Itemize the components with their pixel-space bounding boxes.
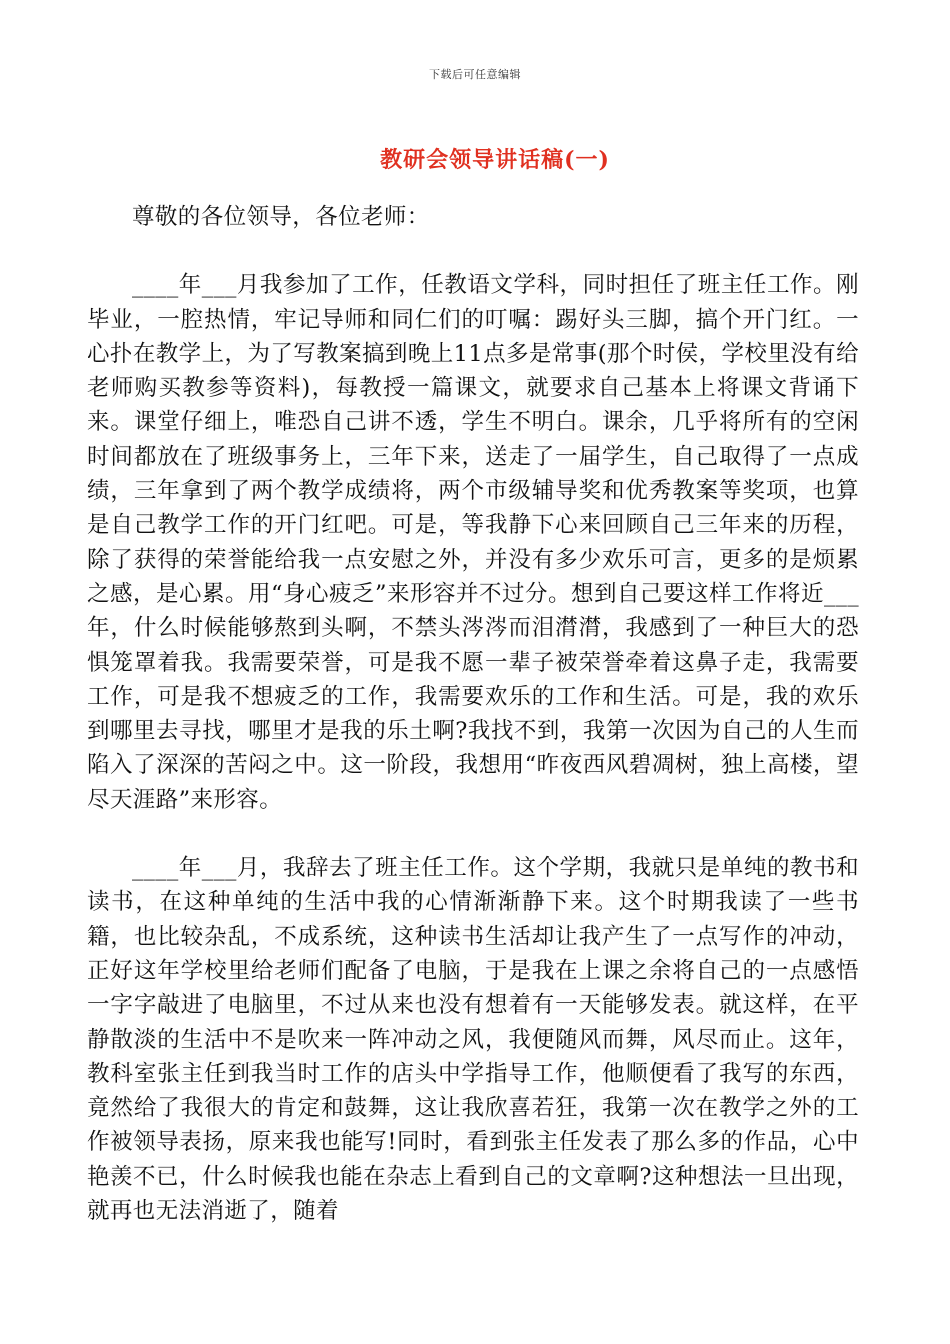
header-note: 下载后可任意编辑 (429, 68, 521, 81)
paragraph-spacer (87, 817, 859, 851)
document-title: 教研会领导讲话稿(一) (380, 147, 610, 173)
paragraph: ____年___月，我辞去了班主任工作。这个学期，我就只是单纯的教书和读书，在这种单纯的生活中我的心情渐渐静下来。这个时期我读了一些书籍，也比较杂乱，不成系统，这种读书生活却让我产生了一点写作的冲动，正好这年学校里给老师们配备了电脑，于是我在上课之余将自己的一点感悟一字字敲进了电脑里，不过从来也没有想着有一天能够发表。就这样，在平静散淡的生活中不是吹来一阵冲动之风，我便随风而舞，风尽而止。这年，教科室张主任到我当时工作的店头中学指导工作，他顺便看了我写的东西，竟然给了我很大的肯定和鼓舞，这让我欣喜若狂，我第一次在教学之外的工作被领导表扬，原来我也能写!同时，看到张主任发表了那么多的作品，心中艳羡不已，什么时候我也能在杂志上看到自己的文章啊?这种想法一旦出现，就再也无法消逝了，随着 (87, 855, 859, 1225)
document-body (87, 200, 859, 1228)
salutation: 尊敬的各位领导，各位老师： (132, 204, 430, 230)
paragraph-spacer (87, 234, 859, 268)
paragraph: ____年___月我参加了工作，任教语文学科，同时担任了班主任工作。刚毕业，一腔热情，牢记导师和同仁们的叮嘱：踢好头三脚，搞个开门红。一心扑在教学上，为了写教案搞到晚上11点多是常事(那个时侯，学校里没有给老师购买教参等资料)，每教授一篇课文，就要求自己基本上将课文背诵下来。课堂仔细上，唯恐自己讲不透，学生不明白。课余，几乎将所有的空闲时间都放在了班级事务上，三年下来，送走了一届学生，自己取得了一点成绩，三年拿到了两个教学成绩将，两个市级辅导奖和优秀教案等奖项，也算是自己教学工作的开门红吧。可是，等我静下心来回顾自己三年来的历程，除了获得的荣誉能给我一点安慰之外，并没有多少欢乐可言，更多的是烦累之感，是心累。用“身心疲乏”来形容并不过分。想到自己要这样工作将近___年，什么时候能够熬到头啊，不禁头涔涔而泪潸潸，我感到了一种巨大的恐惧笼罩着我。我需要荣誉，可是我不愿一辈子被荣誉牵着这鼻子走，我需要工作，可是我不想疲乏的工作，我需要欢乐的工作和生活。可是，我的欢乐到哪里去寻找，哪里才是我的乐土啊?我找不到，我第一次因为自己的人生而陷入了深深的苦闷之中。这一阶段，我想用“昨夜西风碧凋树，独上高楼，望尽天涯路”来形容。 (87, 272, 859, 813)
